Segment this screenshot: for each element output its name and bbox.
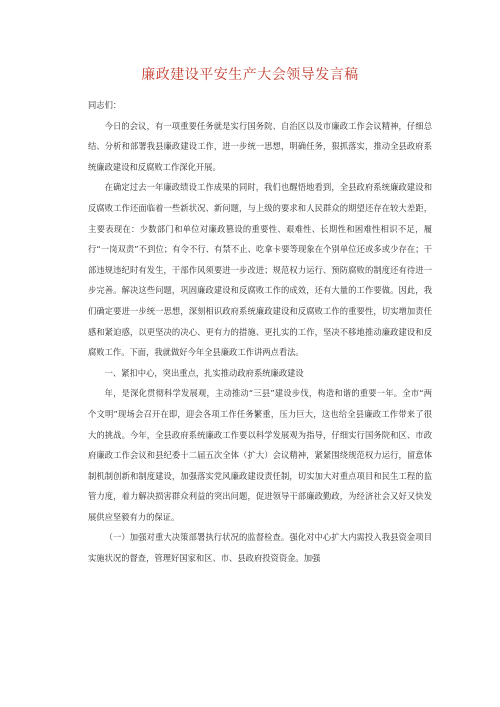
document-body xyxy=(88,95,432,569)
paragraph: 今日的会议，有一项重要任务就是实行国务院、自治区以及市廉政工作会议精神，仔细总结、分析和部署我县廉政建设工作，进一步统一思想，明确任务，狠抓落实，推动全县政府系统廉政建设和反腐败工作深化开展。 xyxy=(88,120,432,172)
document-title: 廉政建设平安生产大会领导发言稿 xyxy=(141,67,359,83)
paragraph: 在确定过去一年廉政绩设工作成果的同时，我们也醒悟地看到，全县政府系统廉政建设和反腐败工作还面临着一些新状况、新问题，与上级的要求和人民群众的期望还存在较大差距，主要表现在：少数部门和单位对廉政篡设的重要性、艰难性、长期性和困难性相识不足，履行“一岗双责”不到位；有令不行、有禁不止、吃拿卡要等现象在个别单位还或多或少存在；干部违规违纪时有发生，干部作风须要进一步改进；规范权力运行、预防腐败的制度还有待进一步完善。解决这些问题，巩固廉政建设和反腐败工作的成效，还有大量的工作要做。因此，我们确定要进一步统一思想，深刻相识政府系统廉政建设和反腐败工作的重要性，切实增加责任感和紧迫感，以更坚决的决心、更有力的措施、更扎实的工作，坚决不移地推动廉政建设和反腐败工作。下面，我就做好今年全县廉政工作讲两点看法。 xyxy=(88,182,432,358)
section-heading: 一、紧扣中心，突出重点，扎实推动政府系统廉政建设 xyxy=(104,367,304,378)
salutation: 同志们： xyxy=(88,100,122,110)
paragraph: （一）加强对重大决策部署执行状况的监督检查。强化对中心扩大内需投入我县资金项目实施状况的督查，管理好国家和区、市、县政府投资资金。加强 xyxy=(88,532,432,564)
paragraph: 年，是深化贯彻科学发展观，主动推动“三县”建设步伐，构造和谐的重要一年。全市“两个文明”现场会召开在即，迎会各项工作任务繁重，压力巨大，这也给全县廉政工作带来了很大的挑战。今年，全县政府系统廉政工作要以科学发展观为指导，仔细实行国务院和区、市政府廉政工作会议和县纪委十二届五次全体（扩大）会议精神，紧紧围绕规范权力运行，留意体制机制创新和制度建设，加强落实党风廉政建设责任制，切实加大对重点项目和民生工程的监管力度，着力解决损害群众利益的突出问题，促进领导干部廉政勤政，为经济社会又好又快发展供应坚毅有力的保证。 xyxy=(88,388,432,522)
